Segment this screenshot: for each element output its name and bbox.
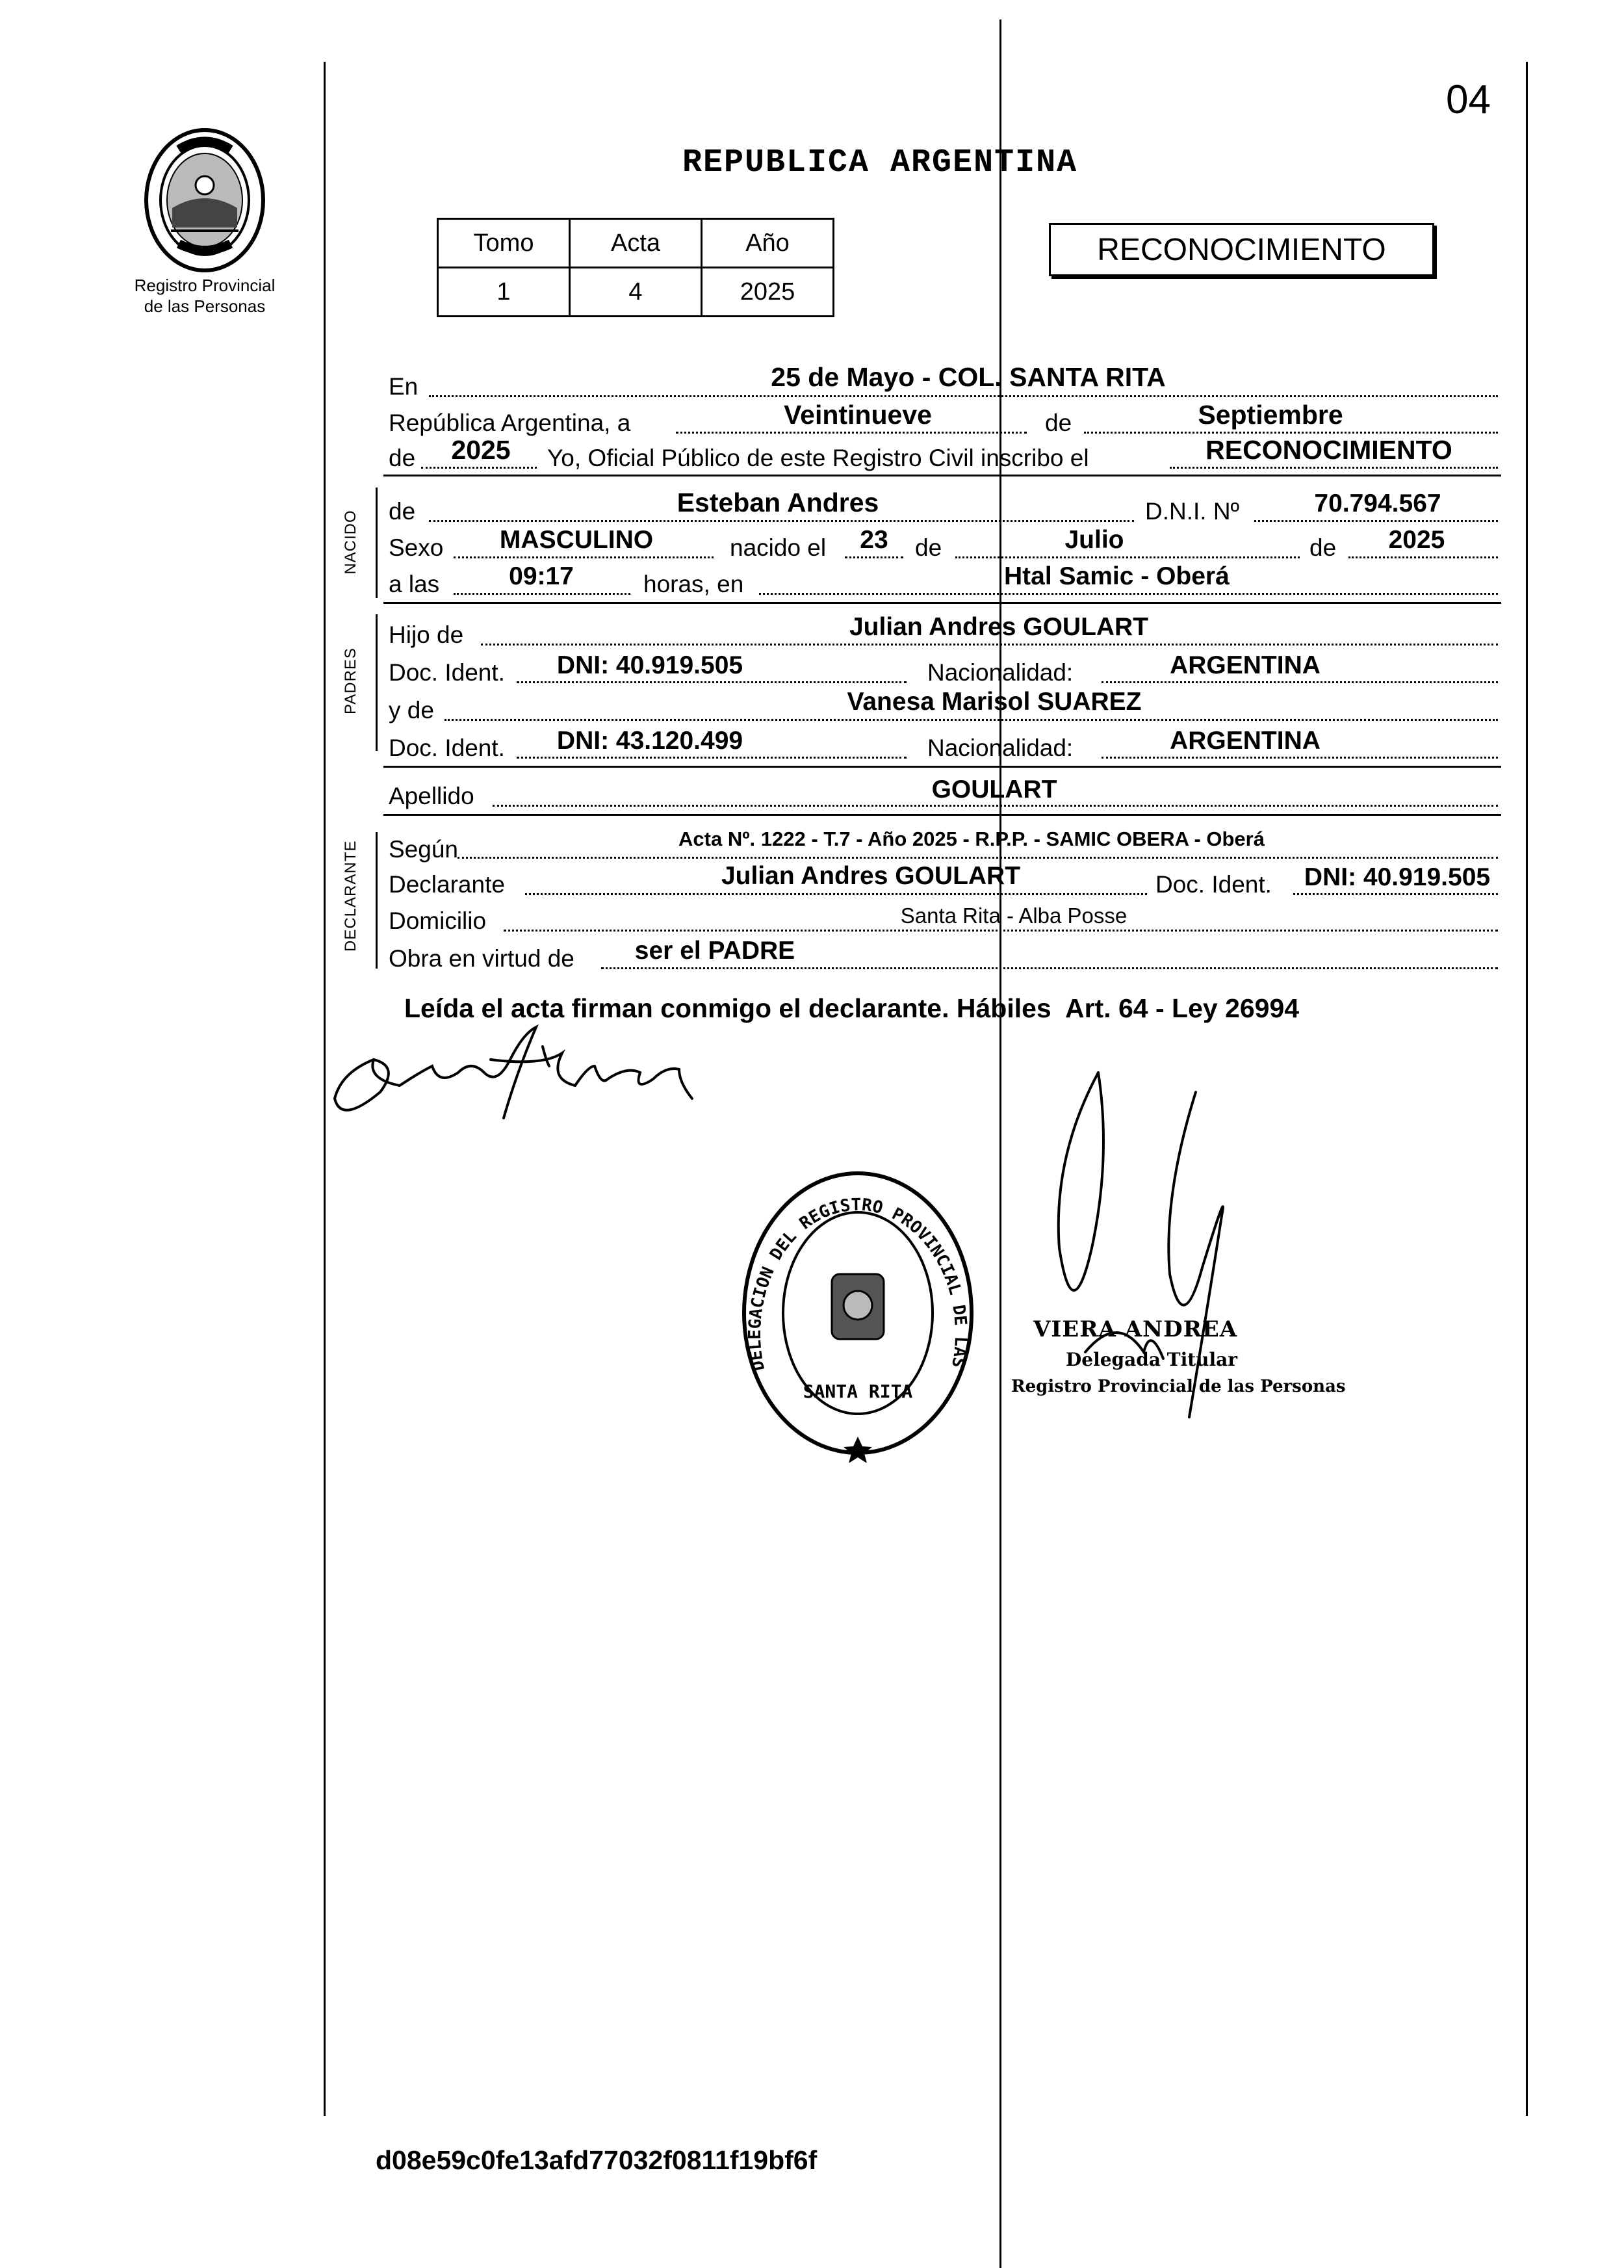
mother-dots — [445, 719, 1498, 721]
province-seal — [140, 124, 270, 273]
page-title: REPUBLICA ARGENTINA — [682, 144, 1078, 181]
father-nat-label: Nacionalidad: — [927, 659, 1074, 686]
time-dots — [454, 593, 630, 595]
domicilio-dots — [504, 930, 1498, 932]
page-number: 04 — [1446, 77, 1491, 122]
birth-month-dots — [955, 556, 1300, 558]
child-name-value: Esteban Andres — [677, 488, 879, 517]
svg-text:DELEGACION DEL REGISTRO PROVIN — [728, 1164, 970, 1380]
official-signature — [1014, 1053, 1300, 1430]
declarante-section-label: DECLARANTE — [342, 840, 359, 952]
mother-doc-dots — [517, 757, 907, 759]
birth-day-dots — [845, 556, 903, 558]
inscribo-label: Yo, Oficial Público de este Registro Civil inscribo el — [547, 445, 1089, 471]
section-divider-3 — [383, 766, 1501, 768]
declarante-doc-value: DNI: 40.919.505 — [1304, 863, 1491, 891]
domicilio-label: Domicilio — [389, 907, 487, 934]
name-dots — [429, 520, 1134, 522]
segun-label: Según — [389, 836, 458, 863]
republica-label: República Argentina, a — [389, 410, 631, 436]
left-margin-line — [324, 62, 326, 2116]
y-de-label: y de — [389, 697, 434, 723]
dni-label: D.N.I. Nº — [1145, 498, 1240, 525]
delegation-stamp — [728, 1164, 988, 1463]
month-dots — [1084, 432, 1498, 434]
nacido-section-label: NACIDO — [342, 510, 359, 575]
table-value-anio: 2025 — [702, 268, 834, 317]
year-dots — [421, 467, 537, 469]
table-header-tomo: Tomo — [438, 219, 570, 268]
mother-doc-label: Doc. Ident. — [389, 735, 505, 761]
declarante-doc-label: Doc. Ident. — [1155, 871, 1272, 898]
father-doc-value: DNI: 40.919.505 — [556, 651, 743, 679]
obra-dots — [601, 967, 1498, 969]
mother-name-value: Vanesa Marisol SUAREZ — [847, 688, 1142, 716]
mother-nat-dots — [1102, 757, 1498, 759]
en-dots — [429, 395, 1498, 397]
birth-year-value: 2025 — [1388, 526, 1445, 554]
father-doc-dots — [517, 681, 907, 683]
father-nat-dots — [1102, 681, 1498, 683]
birth-place-dots — [759, 593, 1498, 595]
father-dots — [481, 644, 1498, 645]
official-name: VIERA ANDREA — [1033, 1316, 1238, 1342]
de-label-3: de — [1309, 534, 1337, 561]
record-type-label: RECONOCIMIENTO — [1097, 233, 1386, 267]
declarante-label: Declarante — [389, 871, 505, 898]
nacido-de-label: de — [389, 498, 416, 525]
apellido-value: GOULART — [931, 776, 1057, 803]
table-value-tomo: 1 — [438, 268, 570, 317]
mother-nat-label: Nacionalidad: — [927, 735, 1074, 761]
stamp-inner-text: SANTA RITA — [803, 1381, 913, 1402]
horas-label: horas, en — [643, 571, 744, 597]
official-role: Delegada Titular — [1066, 1349, 1238, 1370]
day-value: Veintinueve — [784, 400, 932, 430]
seal-icon — [140, 124, 270, 273]
table-header-anio: Año — [702, 219, 834, 268]
document-hash: d08e59c0fe13afd77032f0811f19bf6f — [376, 2145, 818, 2175]
sexo-dots — [454, 556, 714, 558]
declarante-dots — [525, 893, 1147, 895]
record-table — [437, 218, 834, 317]
domicilio-value: Santa Rita - Alba Posse — [900, 904, 1128, 928]
obra-label: Obra en virtud de — [389, 945, 574, 972]
declarant-signature — [328, 1021, 731, 1131]
declarante-doc-dots — [1293, 893, 1498, 895]
de-label: de — [1045, 410, 1072, 436]
nacido-bracket — [376, 488, 378, 598]
section-divider-1 — [383, 475, 1501, 476]
logo-caption-1: Registro Provincial — [134, 276, 276, 295]
birth-month-value: Julio — [1064, 526, 1124, 554]
father-nat-value: ARGENTINA — [1170, 651, 1321, 679]
father-name-value: Julian Andres GOULART — [849, 613, 1149, 641]
section-divider-4 — [383, 814, 1501, 816]
father-doc-label: Doc. Ident. — [389, 659, 505, 686]
de2-label: de — [389, 445, 416, 471]
declarante-name-value: Julian Andres GOULART — [721, 862, 1021, 890]
place-value: 25 de Mayo - COL. SANTA RITA — [771, 362, 1166, 392]
a-las-label: a las — [389, 571, 440, 597]
hijo-de-label: Hijo de — [389, 621, 464, 648]
segun-dots — [458, 857, 1498, 859]
birth-place-value: Htal Samic - Oberá — [1004, 562, 1230, 590]
en-label: En — [389, 373, 419, 400]
de-label-2: de — [915, 534, 942, 561]
birth-year-dots — [1348, 556, 1498, 558]
official-org: Registro Provincial de las Personas — [1011, 1377, 1346, 1396]
star-icon — [844, 1437, 872, 1463]
birth-day-value: 23 — [860, 526, 888, 554]
fold-line — [999, 20, 1001, 2268]
closing-text: Leída el acta firman conmigo el declarante. Hábiles Art. 64 - Ley 26994 — [404, 993, 1300, 1023]
mother-nat-value: ARGENTINA — [1170, 727, 1321, 755]
padres-section-label: PADRES — [342, 647, 359, 714]
sexo-value: MASCULINO — [499, 526, 654, 554]
sexo-label: Sexo — [389, 534, 444, 561]
padres-bracket — [376, 614, 378, 751]
right-margin-line — [1526, 62, 1528, 2116]
day-dots — [676, 432, 1027, 434]
section-divider-2 — [383, 602, 1501, 604]
apellido-label: Apellido — [389, 783, 474, 809]
year-value: 2025 — [451, 435, 511, 465]
stamp-ring-text: DELEGACION DEL REGISTRO PROVINCIAL DE LAS — [745, 1195, 971, 1373]
logo-caption-2: de las Personas — [144, 296, 266, 316]
apellido-dots — [493, 805, 1498, 807]
act-value: RECONOCIMIENTO — [1205, 435, 1452, 465]
table-header-acta: Acta — [570, 219, 702, 268]
child-dni-value: 70.794.567 — [1314, 489, 1441, 517]
table-value-acta: 4 — [570, 268, 702, 317]
nacido-el-label: nacido el — [730, 534, 827, 561]
segun-value: Acta Nº. 1222 - T.7 - Año 2025 - R.P.P. - SAMIC OBERA - Oberá — [678, 828, 1265, 850]
obra-value: ser el PADRE — [634, 937, 795, 965]
time-value: 09:17 — [509, 562, 574, 590]
act-dots — [1170, 467, 1498, 469]
dni-dots — [1254, 520, 1498, 522]
mother-doc-value: DNI: 43.120.499 — [556, 727, 743, 755]
declarante-bracket — [376, 832, 378, 969]
month-value: Septiembre — [1198, 400, 1343, 430]
